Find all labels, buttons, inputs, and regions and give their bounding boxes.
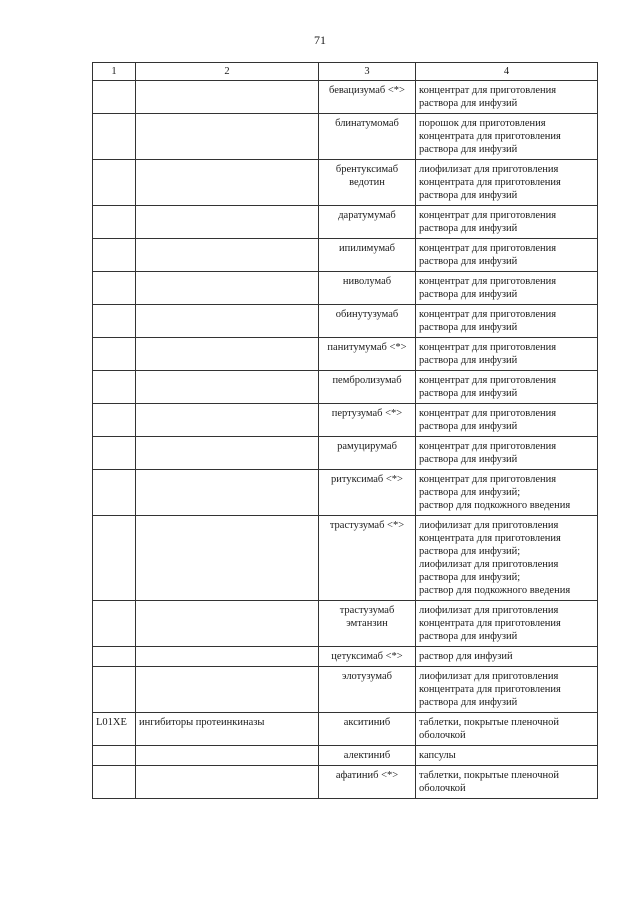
atc-code-cell xyxy=(93,305,136,338)
dosage-form-line: раствора для инфузий xyxy=(419,98,518,109)
table-row xyxy=(93,470,598,516)
dosage-form-line: концентрат для приготовления xyxy=(419,375,557,386)
dosage-form-line: раствора для инфузий xyxy=(419,223,518,234)
dosage-form-cell xyxy=(416,81,598,114)
atc-code-cell xyxy=(93,516,136,601)
group-name-cell xyxy=(136,206,319,239)
table-row xyxy=(93,647,598,667)
dosage-form-line: капсулы xyxy=(419,750,456,761)
dosage-form-cell xyxy=(416,470,598,516)
dosage-form-line: раствора для инфузий xyxy=(419,289,518,300)
dosage-form-line: раствора для инфузий xyxy=(419,631,518,642)
dosage-form-line: раствора для инфузий xyxy=(419,144,518,155)
drug-name-cell xyxy=(319,437,416,470)
dosage-form-line: концентрат для приготовления xyxy=(419,85,557,96)
dosage-form-line: раствора для инфузий xyxy=(419,454,518,465)
drug-name-cell xyxy=(319,516,416,601)
atc-code-cell xyxy=(93,160,136,206)
group-name-cell xyxy=(136,647,319,667)
group-name-cell xyxy=(136,766,319,799)
group-name-cell xyxy=(136,516,319,601)
dosage-form-line: концентрат для приготовления xyxy=(419,243,557,254)
atc-code-cell xyxy=(93,114,136,160)
dosage-form-line: концентрата для приготовления xyxy=(419,131,561,142)
atc-code-cell xyxy=(93,338,136,371)
group-name-cell xyxy=(136,371,319,404)
dosage-form-line: концентрат для приготовления xyxy=(419,474,557,485)
group-name-cell xyxy=(136,746,319,766)
drug-name-line: акситиниб xyxy=(343,717,391,728)
table-row xyxy=(93,338,598,371)
dosage-form-cell xyxy=(416,239,598,272)
atc-code-cell xyxy=(93,470,136,516)
drug-name-cell xyxy=(319,206,416,239)
drug-name-line: трастузумаб <*> xyxy=(329,520,405,531)
drug-name-line: рамуцирумаб xyxy=(337,441,397,452)
atc-code-cell xyxy=(93,746,136,766)
drug-name-cell xyxy=(319,81,416,114)
drug-name-line: элотузумаб xyxy=(342,671,392,682)
dosage-form-line: концентрат для приготовления xyxy=(419,342,557,353)
dosage-form-line: лиофилизат для приготовления xyxy=(419,605,559,616)
dosage-form-line: концентрат для приготовления xyxy=(419,408,557,419)
dosage-form-cell xyxy=(416,206,598,239)
dosage-form-line: лиофилизат для приготовления xyxy=(419,520,559,531)
drug-name-cell xyxy=(319,404,416,437)
drug-name-line: алектиниб xyxy=(343,750,391,761)
dosage-form-cell xyxy=(416,766,598,799)
dosage-form-cell xyxy=(416,647,598,667)
table-row xyxy=(93,272,598,305)
group-name-cell xyxy=(136,437,319,470)
drug-name-line: эмтанзин xyxy=(346,618,388,629)
group-name-cell xyxy=(136,470,319,516)
dosage-form-line: раствора для инфузий; xyxy=(419,487,521,498)
dosage-form-line: раствор для инфузий xyxy=(419,651,513,662)
group-name-cell xyxy=(136,601,319,647)
drug-name-line: бевацизумаб <*> xyxy=(329,85,405,96)
drug-name-line: блинатумомаб xyxy=(335,118,399,129)
dosage-form-line: раствора для инфузий xyxy=(419,190,518,201)
drug-name-cell xyxy=(319,470,416,516)
drug-name-line: обинутузумаб xyxy=(335,309,399,320)
atc-code-cell xyxy=(93,667,136,713)
group-name-cell xyxy=(136,81,319,114)
atc-code-cell xyxy=(93,601,136,647)
dosage-form-line: таблетки, покрытые пленочной xyxy=(419,717,560,728)
dosage-form-line: концентрат для приготовления xyxy=(419,210,557,221)
dosage-form-line: раствора для инфузий xyxy=(419,388,518,399)
dosage-form-cell xyxy=(416,371,598,404)
table-row xyxy=(93,713,598,746)
dosage-form-line: раствора для инфузий; xyxy=(419,572,521,583)
dosage-form-line: концентрат для приготовления xyxy=(419,441,557,452)
atc-code-cell xyxy=(93,206,136,239)
atc-code-cell xyxy=(93,437,136,470)
dosage-form-cell xyxy=(416,713,598,746)
table-row xyxy=(93,305,598,338)
table-row xyxy=(93,516,598,601)
dosage-form-line: концентрата для приготовления xyxy=(419,177,561,188)
group-name-cell xyxy=(136,305,319,338)
drug-name-cell xyxy=(319,601,416,647)
group-name-cell: ингибиторы протеинкиназы xyxy=(136,713,319,746)
atc-code-cell xyxy=(93,766,136,799)
dosage-form-line: раствора для инфузий xyxy=(419,355,518,366)
dosage-form-line: раствор для подкожного введения xyxy=(419,585,571,596)
dosage-form-cell xyxy=(416,338,598,371)
table-row xyxy=(93,160,598,206)
dosage-form-cell xyxy=(416,601,598,647)
dosage-form-line: концентрат для приготовления xyxy=(419,309,557,320)
dosage-form-line: раствора для инфузий xyxy=(419,322,518,333)
drug-name-line: цетуксимаб <*> xyxy=(331,651,403,662)
dosage-form-line: концентрата для приготовления xyxy=(419,618,561,629)
table-row xyxy=(93,404,598,437)
dosage-form-line: концентрата для приготовления xyxy=(419,684,561,695)
dosage-form-line: лиофилизат для приготовления xyxy=(419,559,559,570)
table-row xyxy=(93,746,598,766)
table-row xyxy=(93,239,598,272)
group-name-cell xyxy=(136,404,319,437)
drug-name-cell xyxy=(319,305,416,338)
header-col-1: 1 xyxy=(93,63,136,81)
dosage-form-line: оболочкой xyxy=(419,783,466,794)
drug-name-line: трастузумаб xyxy=(339,605,395,616)
dosage-form-line: оболочкой xyxy=(419,730,466,741)
table-row xyxy=(93,667,598,713)
dosage-form-cell xyxy=(416,160,598,206)
dosage-form-line: лиофилизат для приготовления xyxy=(419,164,559,175)
atc-code-cell xyxy=(93,239,136,272)
drug-name-cell xyxy=(319,746,416,766)
group-name-cell xyxy=(136,114,319,160)
drug-name-cell xyxy=(319,713,416,746)
drug-name-line: пертузумаб <*> xyxy=(331,408,403,419)
atc-code-cell xyxy=(93,81,136,114)
drug-name-cell xyxy=(319,114,416,160)
group-name-cell xyxy=(136,272,319,305)
drug-name-cell xyxy=(319,667,416,713)
drug-name-line: ведотин xyxy=(349,177,385,188)
dosage-form-line: раствора для инфузий xyxy=(419,421,518,432)
drug-table xyxy=(92,62,598,799)
atc-code-cell xyxy=(93,272,136,305)
header-col-2: 2 xyxy=(136,63,319,81)
atc-code-cell: L01XE xyxy=(93,713,136,746)
dosage-form-line: раствора для инфузий xyxy=(419,256,518,267)
table-row xyxy=(93,371,598,404)
table-row xyxy=(93,437,598,470)
table-row xyxy=(93,81,598,114)
drug-name-line: панитумумаб <*> xyxy=(327,342,407,353)
atc-code-cell xyxy=(93,371,136,404)
drug-name-cell xyxy=(319,338,416,371)
dosage-form-line: порошок для приготовления xyxy=(419,118,546,129)
dosage-form-cell xyxy=(416,114,598,160)
dosage-form-line: концентрат для приготовления xyxy=(419,276,557,287)
drug-name-line: пембролизумаб xyxy=(332,375,402,386)
group-name-cell xyxy=(136,160,319,206)
table-header-row xyxy=(93,63,598,81)
drug-name-cell xyxy=(319,766,416,799)
atc-code-cell xyxy=(93,647,136,667)
dosage-form-line: раствор для подкожного введения xyxy=(419,500,571,511)
group-name-cell xyxy=(136,667,319,713)
drug-name-cell xyxy=(319,160,416,206)
dosage-form-cell xyxy=(416,272,598,305)
drug-name-line: ритуксимаб <*> xyxy=(331,474,403,485)
page-number: 71 xyxy=(314,33,326,47)
dosage-form-cell xyxy=(416,305,598,338)
drug-name-cell xyxy=(319,371,416,404)
group-name-cell xyxy=(136,338,319,371)
dosage-form-line: раствора для инфузий; xyxy=(419,546,521,557)
drug-name-line: афатиниб <*> xyxy=(335,770,399,781)
header-col-4: 4 xyxy=(416,63,598,81)
dosage-form-cell xyxy=(416,437,598,470)
drug-name-line: даратумумаб xyxy=(338,210,396,221)
atc-code-cell xyxy=(93,404,136,437)
dosage-form-cell xyxy=(416,516,598,601)
dosage-form-cell xyxy=(416,746,598,766)
dosage-form-cell xyxy=(416,404,598,437)
group-name-cell xyxy=(136,239,319,272)
drug-name-cell xyxy=(319,647,416,667)
drug-name-cell xyxy=(319,272,416,305)
table-row xyxy=(93,766,598,799)
table-row xyxy=(93,601,598,647)
header-col-3: 3 xyxy=(319,63,416,81)
table-row xyxy=(93,206,598,239)
drug-name-line: ниволумаб xyxy=(342,276,392,287)
dosage-form-line: раствора для инфузий xyxy=(419,697,518,708)
dosage-form-line: лиофилизат для приготовления xyxy=(419,671,559,682)
drug-name-line: брентуксимаб xyxy=(335,164,399,175)
table-row xyxy=(93,114,598,160)
dosage-form-line: концентрата для приготовления xyxy=(419,533,561,544)
drug-name-cell xyxy=(319,239,416,272)
dosage-form-cell xyxy=(416,667,598,713)
dosage-form-line: таблетки, покрытые пленочной xyxy=(419,770,560,781)
drug-name-line: ипилимумаб xyxy=(338,243,396,254)
